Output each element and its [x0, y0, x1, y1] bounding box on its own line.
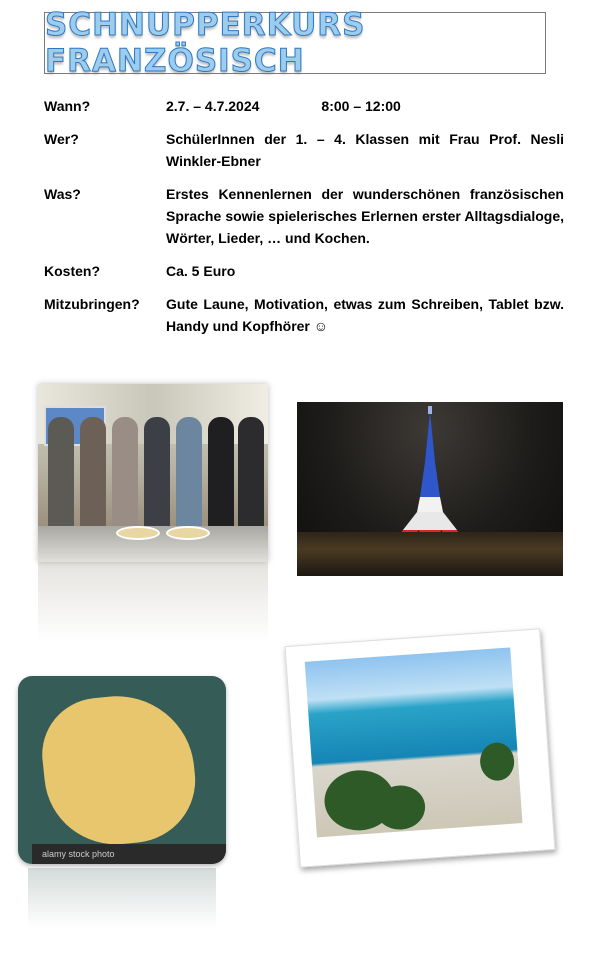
who-label: Wer? — [44, 131, 79, 147]
crepe-plate — [116, 526, 160, 540]
student-figure — [80, 417, 106, 537]
crepe-plate — [166, 526, 210, 540]
nice-beach-photo — [305, 647, 523, 837]
page-title: SCHNUPPERKURS FRANZÖSISCH — [45, 7, 366, 79]
photo-reflection — [28, 868, 216, 928]
what-label: Was? — [44, 186, 81, 202]
when-date: 2.7. – 4.7.2024 — [166, 98, 260, 114]
eiffel-tower-photo — [297, 402, 563, 576]
info-table — [44, 95, 564, 348]
student-figure — [238, 417, 264, 537]
bring-label: Mitzubringen? — [44, 296, 140, 312]
when-time: 8:00 – 12:00 — [321, 98, 401, 114]
student-figure — [208, 417, 234, 537]
nice-beach-polaroid — [285, 628, 556, 867]
who-value: SchülerInnen der 1. – 4. Klassen mit Frau Prof. Nesli Winkler-Ebner — [166, 131, 564, 169]
title-box — [44, 7, 546, 79]
photo-reflection — [38, 562, 268, 642]
stock-photo-strip: alamy stock photo — [32, 844, 226, 864]
when-label: Wann? — [44, 98, 91, 114]
palm-tree — [479, 742, 516, 782]
student-figure — [112, 417, 138, 537]
student-figure — [48, 417, 74, 537]
student-figure — [144, 417, 170, 537]
info-row-cost — [44, 260, 564, 282]
cost-value: Ca. 5 Euro — [166, 263, 236, 279]
info-row-what — [44, 183, 564, 249]
student-figure — [176, 417, 202, 537]
info-row-who — [44, 128, 564, 172]
cost-label: Kosten? — [44, 263, 100, 279]
france-map-land — [37, 689, 202, 852]
students-photo — [38, 384, 268, 562]
info-row-bring — [44, 293, 564, 337]
france-map-illustration — [18, 676, 226, 864]
city-lights — [297, 532, 563, 576]
when-value — [166, 95, 564, 117]
bring-value: Gute Laune, Motivation, etwas zum Schreiben, Tablet bzw. Handy und Kopfhörer ☺ — [166, 296, 564, 334]
info-row-when — [44, 95, 564, 117]
what-value: Erstes Kennenlernen der wunderschönen französischen Sprache sowie spielerisches Erlernen erster Alltagsdialoge, Wörter, Lieder, … und Kochen. — [166, 186, 564, 246]
